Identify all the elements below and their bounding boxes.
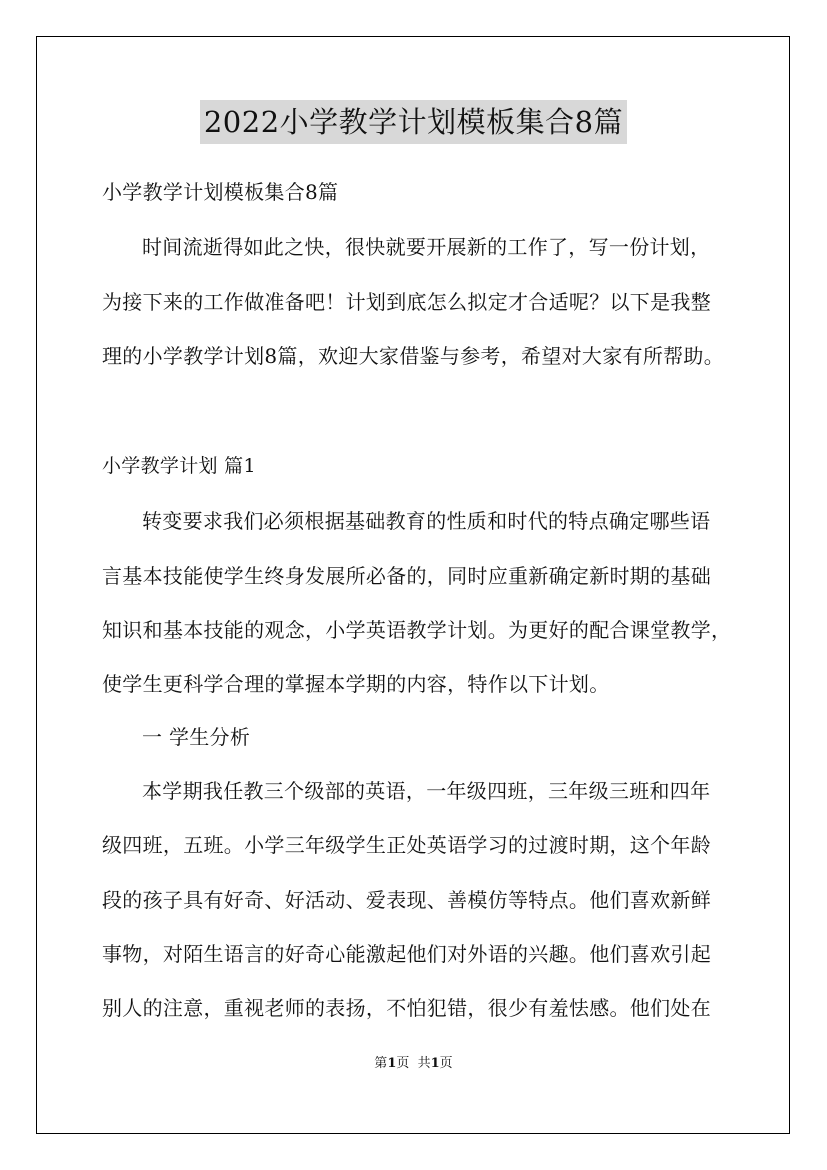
section1-line-2: 言基本技能使学生终身发展所必备的，同时应重新确定新时期的基础 xyxy=(102,564,711,588)
section1-para2-line-1: 本学期我任教三个级部的英语，一年级四班，三年级三班和四年 xyxy=(142,779,711,803)
section-heading: 小学教学计划 篇1 xyxy=(102,455,256,477)
footer-prefix: 第 xyxy=(374,1056,388,1071)
intro-line-1: 时间流逝得如此之快，很快就要开展新的工作了，写一份计划， xyxy=(142,235,711,259)
document-title: 2022小学教学计划模板集合8篇 xyxy=(200,100,627,144)
page-footer xyxy=(0,1054,827,1074)
title-container xyxy=(0,100,827,144)
footer-mid: 页 共 xyxy=(396,1056,431,1071)
section1-line-3: 知识和基本技能的观念，小学英语教学计划。为更好的配合课堂教学， xyxy=(102,618,732,642)
section1-para2-line-4: 事物，对陌生语言的好奇心能激起他们对外语的兴趣。他们喜欢引起 xyxy=(102,942,711,966)
section1-line-1: 转变要求我们必须根据基础教育的性质和时代的特点确定哪些语 xyxy=(142,509,711,533)
section1-para2-line-3: 段的孩子具有好奇、好活动、爱表现、善模仿等特点。他们喜欢新鲜 xyxy=(102,888,711,912)
subsection-heading: 一 学生分析 xyxy=(142,725,251,749)
section1-para2-line-5: 别人的注意，重视老师的表扬，不怕犯错，很少有羞怯感。他们处在 xyxy=(102,996,711,1020)
document-subtitle: 小学教学计划模板集合8篇 xyxy=(102,180,339,204)
section1-line-4: 使学生更科学合理的掌握本学期的内容，特作以下计划。 xyxy=(102,672,610,696)
footer-total-pages: 1 xyxy=(430,1056,440,1071)
intro-line-2: 为接下来的工作做准备吧！计划到底怎么拟定才合适呢？以下是我整 xyxy=(102,290,711,314)
intro-line-3: 理的小学教学计划8篇，欢迎大家借鉴与参考，希望对大家有所帮助。 xyxy=(102,344,725,368)
footer-page-number: 1 xyxy=(387,1056,397,1071)
footer-suffix: 页 xyxy=(439,1056,453,1071)
section1-para2-line-2: 级四班，五班。小学三年级学生正处英语学习的过渡时期，这个年龄 xyxy=(102,833,711,857)
